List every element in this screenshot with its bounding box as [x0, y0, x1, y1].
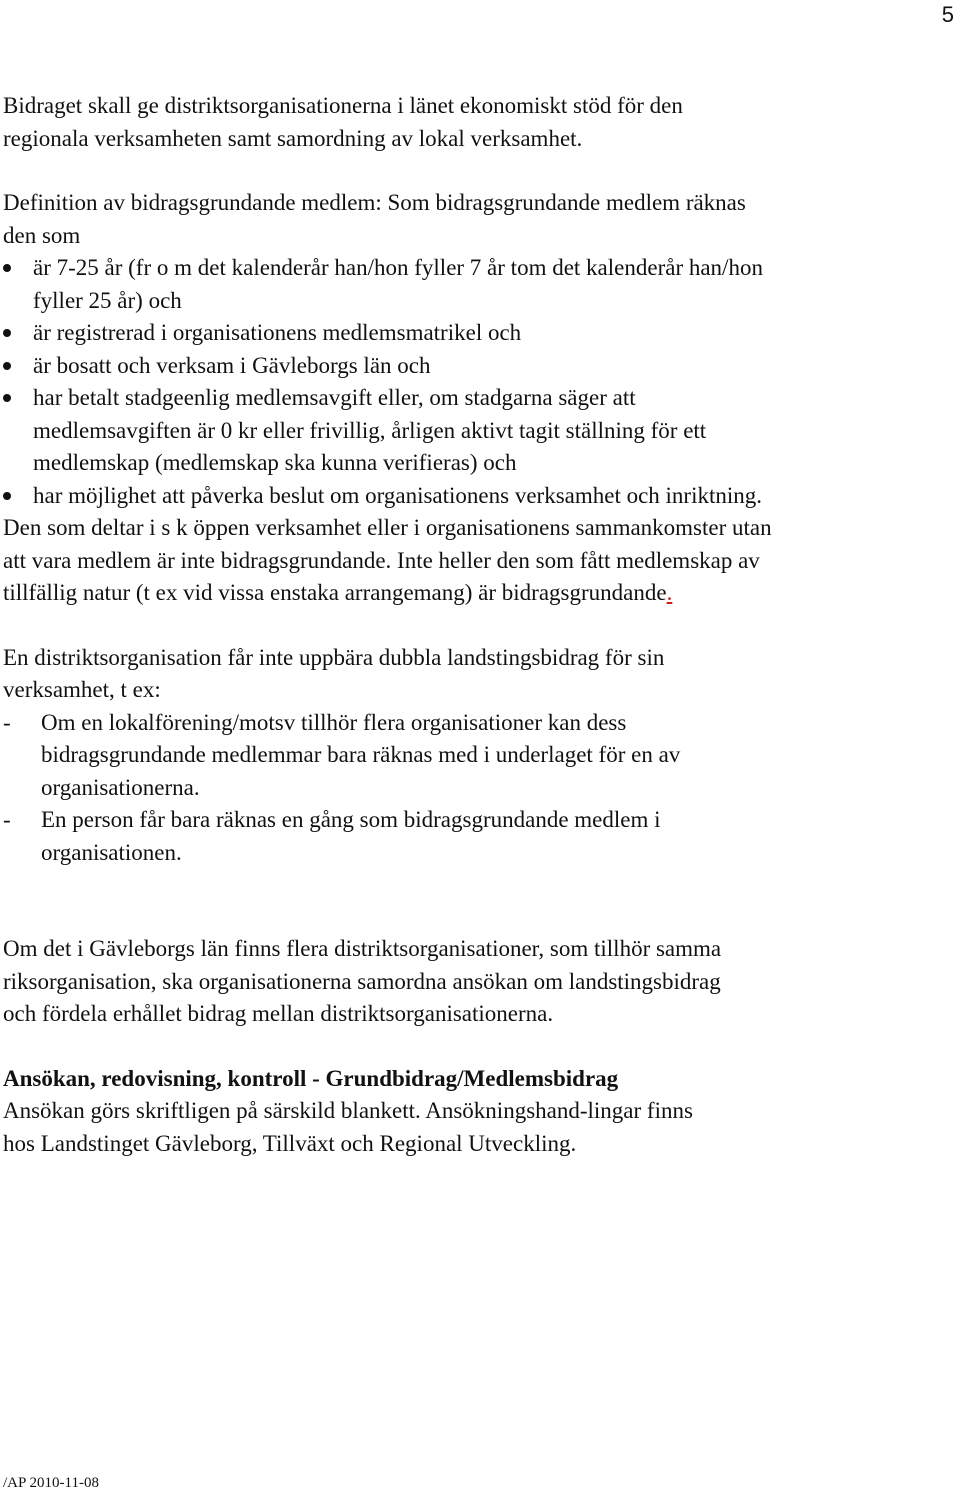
- footer-note: /AP 2010-11-08: [3, 1475, 99, 1491]
- non-member-text: Den som deltar i s k öppen verksamhet eller i organisationens sammankomster utan att vara medlem är inte bidragsgrundande. Inte heller den som fått medlemskap av tillfällig natur (t ex vid vissa enstaka arrangemang) är bidragsgrundande: [3, 515, 772, 605]
- list-item: [3, 707, 773, 805]
- list-item-text: är bosatt och verksam i Gävleborgs län och: [33, 352, 431, 378]
- definition-paragraph: Definition av bidragsgrundande medlem: Som bidragsgrundande medlem räknas den som: [3, 190, 746, 248]
- list-item-text: har möjlighet att påverka beslut om organisationens verksamhet och inriktning.: [33, 482, 763, 508]
- document-body: [3, 90, 943, 1160]
- application-paragraph: Ansökan görs skriftligen på särskild blankett. Ansökningshand-lingar finns hos Landstinget Gävleborg, Tillväxt och Regional Utveckling.: [3, 1098, 693, 1156]
- non-member-paragraph: [3, 512, 773, 610]
- list-item-text: Om en lokalförening/motsv tillhör flera organisationer kan dess bidragsgrundande medlemmar bara räknas med i underlaget för en av organisationerna.: [41, 709, 681, 800]
- list-item: [3, 350, 768, 383]
- list-item-text: En person får bara räknas en gång som bidragsgrundande medlem i organisationen.: [41, 807, 661, 865]
- list-item: [3, 480, 768, 513]
- list-item-text: har betalt stadgeenlig medlemsavgift eller, om stadgarna säger att medlemsavgiften är 0 kr eller frivillig, årligen aktivt tagit ställning för ett medlemskap (medlemskap ska kunna verifieras) och: [33, 385, 707, 475]
- list-item: [3, 252, 768, 317]
- double-grant-list: [3, 707, 773, 870]
- page-number: 5: [941, 2, 954, 27]
- dash-marker: -: [3, 807, 11, 832]
- membership-criteria-list: [3, 252, 768, 512]
- intro-paragraph: Bidraget skall ge distriktsorganisationerna i länet ekonomiskt stöd för den regionala verksamheten samt samordning av lokal verksamhet.: [3, 93, 683, 151]
- list-item: [3, 317, 768, 350]
- list-item: [3, 382, 768, 480]
- list-item-text: är 7-25 år (fr o m det kalenderår han/hon fyller 7 år tom det kalenderår han/hon fyller 25 år) och: [33, 255, 763, 313]
- dash-marker: -: [3, 709, 11, 735]
- section-heading: Ansökan, redovisning, kontroll - Grundbidrag/Medlemsbidrag: [3, 1065, 619, 1091]
- list-item: [3, 804, 773, 869]
- marked-period: .: [666, 580, 673, 605]
- double-grant-paragraph: En distriktsorganisation får inte uppbära dubbla landstingsbidrag för sin verksamhet, t ex:: [3, 644, 665, 702]
- list-item-text: är registrerad i organisationens medlemsmatrikel och: [33, 320, 522, 345]
- coordination-paragraph: Om det i Gävleborgs län finns flera distriktsorganisationer, som tillhör samma riksorganisation, ska organisationerna samordna ansökan om landstingsbidrag och fördela erhållet bidrag mellan distriktsorganisationerna.: [3, 936, 722, 1026]
